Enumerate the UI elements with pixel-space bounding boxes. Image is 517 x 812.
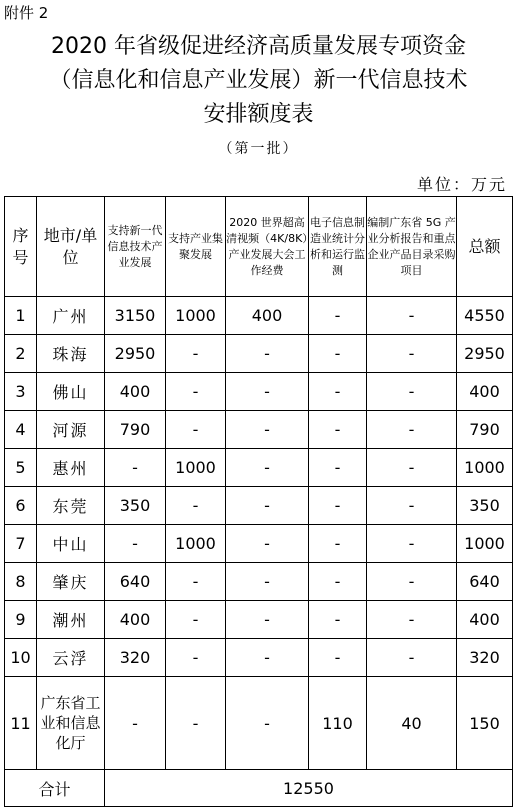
cell-region: 肇庆 — [37, 563, 105, 601]
cell-col-3: 400 — [226, 297, 309, 335]
cell-col-4: - — [309, 449, 367, 487]
cell-region: 潮州 — [37, 601, 105, 639]
cell-col-4: - — [309, 563, 367, 601]
cell-col-5: - — [367, 639, 457, 677]
cell-col-4: - — [309, 297, 367, 335]
table-row — [5, 639, 513, 677]
cell-total: 320 — [457, 639, 513, 677]
cell-total: 790 — [457, 411, 513, 449]
cell-col-5: 40 — [367, 677, 457, 770]
cell-col-2: - — [166, 487, 226, 525]
header-no: 序号 — [5, 197, 37, 297]
table-row — [5, 563, 513, 601]
cell-total: 640 — [457, 563, 513, 601]
total-label: 合计 — [5, 770, 105, 807]
cell-col-3: - — [226, 563, 309, 601]
cell-col-3: - — [226, 639, 309, 677]
cell-col-1: - — [105, 449, 166, 487]
cell-col-2: - — [166, 601, 226, 639]
cell-col-3: - — [226, 411, 309, 449]
header-col-2: 支持产业集聚发展 — [166, 197, 226, 297]
cell-col-4: - — [309, 525, 367, 563]
cell-col-2: 1000 — [166, 449, 226, 487]
cell-col-1: 790 — [105, 411, 166, 449]
cell-col-1: 400 — [105, 601, 166, 639]
cell-no: 9 — [5, 601, 37, 639]
cell-no: 5 — [5, 449, 37, 487]
cell-col-2: 1000 — [166, 297, 226, 335]
cell-col-4: - — [309, 373, 367, 411]
cell-col-3: - — [226, 601, 309, 639]
table-header-row — [5, 197, 513, 297]
cell-col-1: 3150 — [105, 297, 166, 335]
cell-col-5: - — [367, 411, 457, 449]
header-total: 总额 — [457, 197, 513, 297]
total-row — [5, 770, 513, 807]
cell-col-2: - — [166, 639, 226, 677]
cell-total: 2950 — [457, 335, 513, 373]
cell-col-5: - — [367, 297, 457, 335]
cell-col-4: - — [309, 601, 367, 639]
cell-col-3: - — [226, 487, 309, 525]
cell-total: 400 — [457, 373, 513, 411]
cell-col-4: - — [309, 411, 367, 449]
cell-col-2: - — [166, 373, 226, 411]
cell-no: 11 — [5, 677, 37, 770]
cell-col-5: - — [367, 335, 457, 373]
cell-col-3: - — [226, 449, 309, 487]
cell-region: 广州 — [37, 297, 105, 335]
cell-col-1: 400 — [105, 373, 166, 411]
total-value: 12550 — [105, 770, 513, 807]
allocation-table — [4, 196, 513, 807]
cell-col-2: - — [166, 335, 226, 373]
cell-col-4: - — [309, 335, 367, 373]
cell-region: 惠州 — [37, 449, 105, 487]
table-row — [5, 601, 513, 639]
cell-col-4: 110 — [309, 677, 367, 770]
cell-col-4: - — [309, 639, 367, 677]
cell-region: 东莞 — [37, 487, 105, 525]
cell-col-1: 2950 — [105, 335, 166, 373]
cell-col-4: - — [309, 487, 367, 525]
table-row — [5, 525, 513, 563]
cell-region: 广东省工业和信息化厅 — [37, 677, 105, 770]
cell-col-5: - — [367, 449, 457, 487]
table-row — [5, 411, 513, 449]
cell-region: 河源 — [37, 411, 105, 449]
cell-col-5: - — [367, 525, 457, 563]
cell-col-1: - — [105, 525, 166, 563]
cell-total: 1000 — [457, 525, 513, 563]
unit-label: 单位：万元 — [416, 175, 507, 194]
cell-col-2: - — [166, 411, 226, 449]
cell-col-5: - — [367, 601, 457, 639]
cell-col-2: - — [166, 677, 226, 770]
cell-no: 7 — [5, 525, 37, 563]
table-row — [5, 335, 513, 373]
cell-no: 3 — [5, 373, 37, 411]
cell-no: 8 — [5, 563, 37, 601]
cell-region: 佛山 — [37, 373, 105, 411]
cell-col-3: - — [226, 335, 309, 373]
cell-col-3: - — [226, 373, 309, 411]
table-row — [5, 487, 513, 525]
title-line-1: 2020 年省级促进经济高质量发展专项资金 — [51, 34, 466, 59]
cell-col-2: 1000 — [166, 525, 226, 563]
cell-col-5: - — [367, 563, 457, 601]
cell-total: 4550 — [457, 297, 513, 335]
cell-col-2: - — [166, 563, 226, 601]
cell-col-3: - — [226, 677, 309, 770]
header-col-3: 2020 世界超高清视频（4K/8K）产业发展大会工作经费 — [226, 197, 309, 297]
cell-col-5: - — [367, 487, 457, 525]
cell-col-5: - — [367, 373, 457, 411]
title-line-2: （信息化和信息产业发展）新一代信息技术 — [49, 68, 468, 93]
cell-region: 云浮 — [37, 639, 105, 677]
table-row — [5, 373, 513, 411]
cell-col-1: - — [105, 677, 166, 770]
cell-no: 1 — [5, 297, 37, 335]
cell-no: 4 — [5, 411, 37, 449]
cell-col-1: 640 — [105, 563, 166, 601]
cell-region: 中山 — [37, 525, 105, 563]
header-region: 地市/单位 — [37, 197, 105, 297]
cell-no: 10 — [5, 639, 37, 677]
cell-total: 150 — [457, 677, 513, 770]
attachment-label: 附件 2 — [4, 4, 49, 22]
batch-label: （第一批） — [218, 141, 299, 157]
header-col-4: 电子信息制造业统计分析和运行监测 — [309, 197, 367, 297]
cell-no: 6 — [5, 487, 37, 525]
cell-col-1: 350 — [105, 487, 166, 525]
cell-no: 2 — [5, 335, 37, 373]
cell-total: 350 — [457, 487, 513, 525]
table-row — [5, 449, 513, 487]
header-col-5: 编制广东省 5G 产业分析报告和重点企业产品目录采购项目 — [367, 197, 457, 297]
cell-col-1: 320 — [105, 639, 166, 677]
title-line-3: 安排额度表 — [203, 102, 314, 127]
table-row — [5, 677, 513, 770]
cell-region: 珠海 — [37, 335, 105, 373]
cell-total: 1000 — [457, 449, 513, 487]
cell-col-3: - — [226, 525, 309, 563]
header-col-1: 支持新一代信息技术产业发展 — [105, 197, 166, 297]
table-row — [5, 297, 513, 335]
cell-total: 400 — [457, 601, 513, 639]
